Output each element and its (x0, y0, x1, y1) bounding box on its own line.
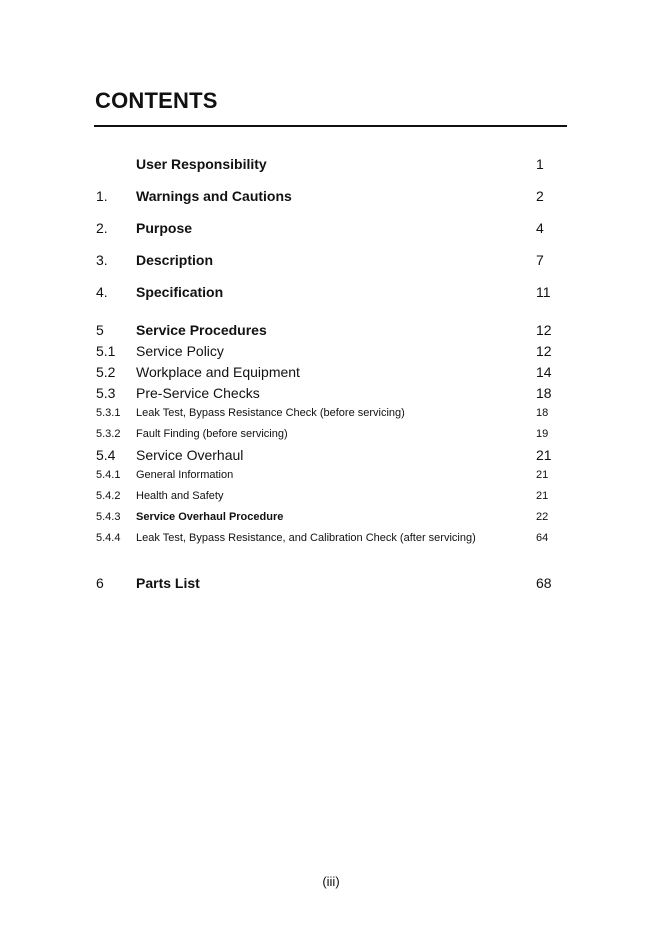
entry-title: Description (136, 252, 214, 268)
entry-title: Leak Test, Bypass Resistance, and Calibration Check (after servicing) (136, 532, 476, 544)
toc-entry-overhaul-procedure[interactable] (0, 508, 662, 526)
toc-entry-workplace[interactable] (0, 363, 662, 381)
entry-page: 14 (536, 364, 552, 380)
toc-entry-parts-list[interactable] (0, 574, 662, 592)
entry-page: 4 (536, 220, 544, 236)
entry-page: 1 (536, 156, 544, 172)
entry-number: 5.3.1 (96, 407, 121, 419)
entry-page: 11 (536, 284, 551, 300)
heading-rule (94, 125, 567, 127)
entry-title: Leak Test, Bypass Resistance Check (before servicing) (136, 407, 405, 419)
entry-number: 2. (96, 220, 108, 236)
entry-page: 7 (536, 252, 544, 268)
entry-title: Parts List (136, 575, 200, 591)
entry-title: Health and Safety (136, 490, 224, 502)
entry-page: 21 (536, 469, 549, 481)
entry-number: 5.2 (96, 364, 116, 380)
entry-title: Service Policy (136, 343, 224, 359)
entry-number: 3. (96, 252, 108, 268)
entry-page: 21 (536, 447, 552, 463)
entry-page: 18 (536, 407, 549, 419)
toc-entry-health-safety[interactable] (0, 487, 662, 505)
entry-title: Workplace and Equipment (136, 364, 300, 380)
entry-title: General Information (136, 469, 234, 481)
entry-page: 64 (536, 532, 549, 544)
contents-heading: CONTENTS (95, 88, 218, 113)
toc-entry-description[interactable] (0, 251, 662, 269)
entry-page: 12 (536, 322, 552, 338)
entry-number: 6 (96, 575, 104, 591)
toc-entry-purpose[interactable] (0, 219, 662, 237)
entry-title: User Responsibility (136, 156, 267, 172)
entry-number: 5.4.1 (96, 469, 121, 481)
entry-page: 2 (536, 188, 544, 204)
toc-entry-leak-test-before[interactable] (0, 404, 662, 422)
toc-entry-service-policy[interactable] (0, 342, 662, 360)
toc-entry-service-procedures[interactable] (0, 321, 662, 339)
entry-title: Service Overhaul Procedure (136, 511, 284, 523)
toc-entry-leak-test-after[interactable] (0, 529, 662, 547)
entry-page: 12 (536, 343, 552, 359)
toc-entry-user-responsibility[interactable] (0, 155, 662, 173)
toc-entry-service-overhaul[interactable] (0, 446, 662, 464)
entry-page: 21 (536, 490, 549, 502)
toc-entry-general-information[interactable] (0, 466, 662, 484)
entry-title: Purpose (136, 220, 193, 236)
toc-entry-pre-service-checks[interactable] (0, 384, 662, 402)
toc-entry-warnings[interactable] (0, 187, 662, 205)
entry-number: 5.4.4 (96, 532, 121, 544)
entry-page: 68 (536, 575, 552, 591)
entry-number: 5.4 (96, 447, 116, 463)
entry-title: Specification (136, 284, 224, 300)
entry-number: 4. (96, 284, 108, 300)
entry-page: 19 (536, 428, 549, 440)
entry-number: 5.4.2 (96, 490, 121, 502)
toc-entry-fault-finding[interactable] (0, 425, 662, 443)
entry-title: Service Overhaul (136, 447, 244, 463)
entry-number: 1. (96, 188, 108, 204)
entry-title: Warnings and Cautions (136, 188, 292, 204)
entry-page: 18 (536, 385, 552, 401)
entry-number: 5.3.2 (96, 428, 121, 440)
entry-title: Fault Finding (before servicing) (136, 428, 288, 440)
entry-number: 5 (96, 322, 104, 338)
page-number-footer: (iii) (322, 874, 340, 889)
entry-number: 5.3 (96, 385, 116, 401)
entry-title: Service Procedures (136, 322, 267, 338)
entry-title: Pre-Service Checks (136, 385, 260, 401)
toc-entry-specification[interactable] (0, 283, 662, 301)
entry-number: 5.1 (96, 343, 116, 359)
entry-number: 5.4.3 (96, 511, 121, 523)
entry-page: 22 (536, 511, 549, 523)
